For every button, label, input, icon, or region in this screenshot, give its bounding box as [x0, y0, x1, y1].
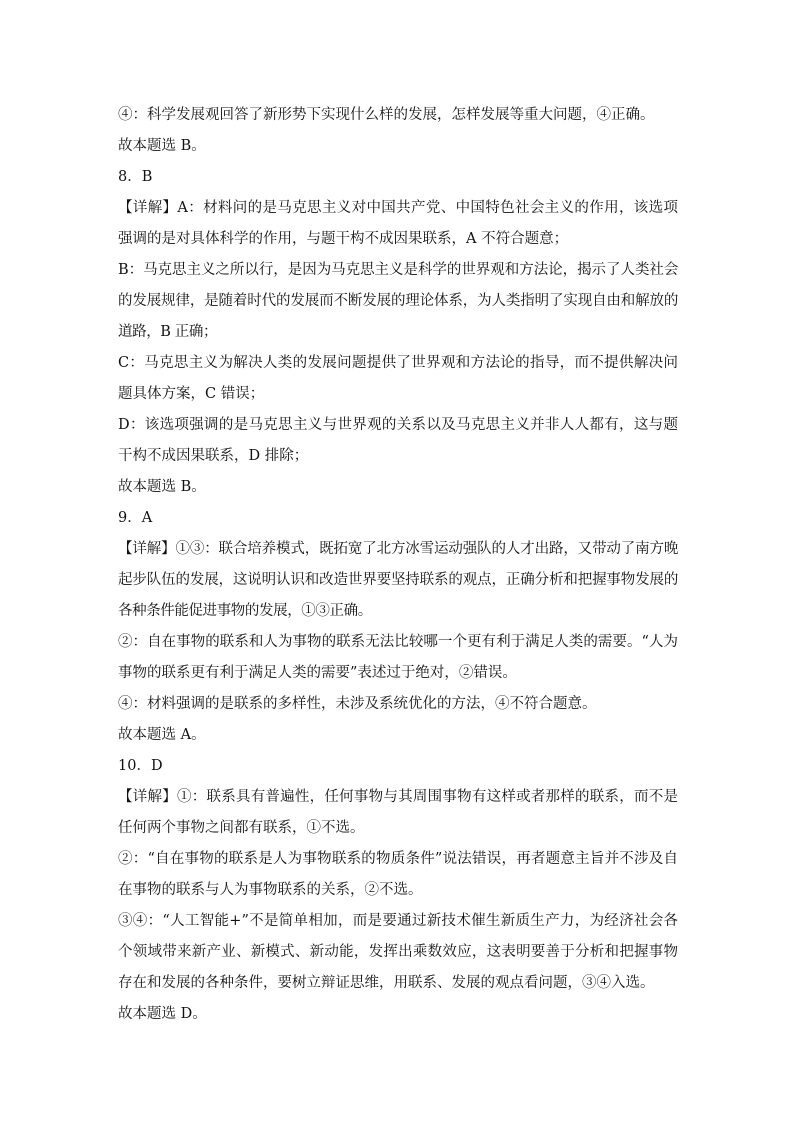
paragraph-q10-heading: 10．D	[118, 758, 163, 774]
paragraph-q9-option2: ②：自在事物的联系和人为事物的联系无法比较哪一个更有利于满足人类的需要。“人为事物的联系更有利于满足人类的需要”表述过于绝对，②错误。	[118, 634, 678, 681]
paragraph-q10-answer: 故本题选 D。	[118, 1006, 207, 1022]
paragraph-q9-option4: ④：材料强调的是联系的多样性，未涉及系统优化的方法，④不符合题意。	[118, 696, 597, 712]
paragraph-q10-option2: ②：“自在事物的联系是人为事物联系的物质条件”说法错误，再者题意主旨并不涉及自在事物的联系与人为事物联系的关系，②不选。	[118, 851, 678, 898]
answer-explanations	[118, 100, 678, 1030]
paragraph-q8-option-a: 【详解】A：材料问的是马克思主义对中国共产党、中国特色社会主义的作用，该选项强调的是对具体科学的作用，与题干构不成因果联系，A 不符合题意；	[118, 200, 678, 247]
paragraph-q10-option1: 【详解】①：联系具有普遍性，任何事物与其周围事物有这样或者那样的联系，而不是任何两个事物之间都有联系，①不选。	[118, 789, 678, 836]
paragraph-q8-heading: 8．B	[118, 169, 153, 185]
paragraph-q9-answer: 故本题选 A。	[118, 727, 206, 743]
paragraph-q9-option13: 【详解】①③：联合培养模式，既拓宽了北方冰雪运动强队的人才出路，又带动了南方晚起步队伍的发展，这说明认识和改造世界要坚持联系的观点，正确分析和把握事物发展的各种条件能促进事物的发展，①③正确。	[118, 541, 678, 619]
paragraph-q7-answer: 故本题选 B。	[118, 138, 206, 154]
paragraph-q9-heading: 9．A	[118, 510, 153, 526]
paragraph-q8-option-c: C：马克思主义为解决人类的发展问题提供了世界观和方法论的指导，而不提供解决问题具体方案，C 错误；	[118, 355, 678, 402]
paragraph-q8-option-b: B：马克思主义之所以行，是因为马克思主义是科学的世界观和方法论，揭示了人类社会的发展规律，是随着时代的发展而不断发展的理论体系，为人类指明了实现自由和解放的道路，B 正确；	[118, 262, 678, 340]
paragraph-q8-option-d: D：该选项强调的是马克思主义与世界观的关系以及马克思主义并非人人都有，这与题干构不成因果联系，D 排除；	[118, 417, 678, 464]
paragraph-q10-option34: ③④：“人工智能+”不是简单相加，而是要通过新技术催生新质生产力，为经济社会各个领域带来新产业、新模式、新动能，发挥出乘数效应，这表明要善于分析和把握事物存在和发展的各种条件，要树立辩证思维，用联系、发展的观点看问题，③④入选。	[118, 913, 678, 991]
paragraph-q7-option4: ④：科学发展观回答了新形势下实现什么样的发展，怎样发展等重大问题，④正确。	[118, 107, 655, 123]
paragraph-q8-answer: 故本题选 B。	[118, 479, 206, 495]
